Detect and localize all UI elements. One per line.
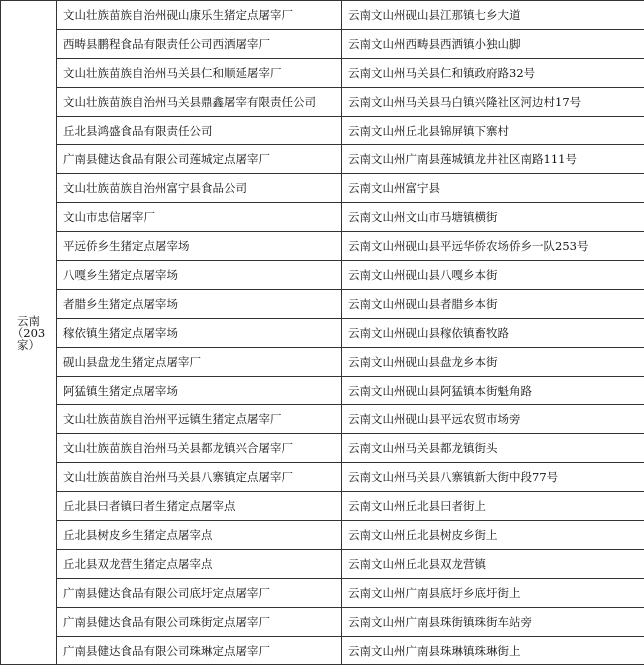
address-cell: 云南文山州砚山县八嘎乡本街 [342, 261, 644, 290]
table-row [1, 318, 644, 347]
table-row [1, 521, 644, 550]
company-name-cell: 阿猛镇生猪定点屠宰场 [57, 376, 342, 405]
company-name-cell: 文山壮族苗族自治州马关县仁和顺延屠宰厂 [57, 58, 342, 87]
company-name-cell: 者腊乡生猪定点屠宰场 [57, 289, 342, 318]
company-name-cell: 文山壮族苗族自治州马关县鼎鑫屠宰有限责任公司 [57, 87, 342, 116]
table-row [1, 116, 644, 145]
address-cell: 云南文山州广南县珠街镇珠街车站旁 [342, 607, 644, 636]
table-row [1, 376, 644, 405]
table-row [1, 174, 644, 203]
company-name-cell: 平远侨乡生猪定点屠宰场 [57, 232, 342, 261]
table-row [1, 578, 644, 607]
company-name-cell: 西畴县鹏程食品有限责任公司西洒屠宰厂 [57, 29, 342, 58]
address-cell: 云南文山州富宁县 [342, 174, 644, 203]
company-name-cell: 广南县健达食品有限公司莲城定点屠宰厂 [57, 145, 342, 174]
company-name-cell: 丘北县树皮乡生猪定点屠宰点 [57, 521, 342, 550]
company-name-cell: 广南县健达食品有限公司珠街定点屠宰厂 [57, 607, 342, 636]
company-name-cell: 丘北县双龙营生猪定点屠宰点 [57, 549, 342, 578]
table-body [1, 1, 644, 665]
address-cell: 云南文山州马关县仁和镇政府路32号 [342, 58, 644, 87]
company-name-cell: 文山壮族苗族自治州马关县都龙镇兴合屠宰厂 [57, 434, 342, 463]
table-row [1, 492, 644, 521]
company-name-cell: 广南县健达食品有限公司底圩定点屠宰厂 [57, 578, 342, 607]
company-name-cell: 稼依镇生猪定点屠宰场 [57, 318, 342, 347]
address-cell: 云南文山州广南县底圩乡底圩街上 [342, 578, 644, 607]
address-cell: 云南文山州砚山县盘龙乡本街 [342, 347, 644, 376]
address-cell: 云南文山州丘北县锦屏镇下寨村 [342, 116, 644, 145]
table-row [1, 549, 644, 578]
company-name-cell: 文山壮族苗族自治州富宁县食品公司 [57, 174, 342, 203]
table-row [1, 203, 644, 232]
table-row [1, 463, 644, 492]
address-cell: 云南文山州砚山县者腊乡本街 [342, 289, 644, 318]
address-cell: 云南文山州西畴县西洒镇小独山脚 [342, 29, 644, 58]
table-row [1, 347, 644, 376]
table-row [1, 145, 644, 174]
table-row [1, 87, 644, 116]
company-name-cell: 丘北县鸿盛食品有限责任公司 [57, 116, 342, 145]
province-count: （203 [11, 325, 46, 340]
province-name: 云南 [17, 313, 40, 328]
table-row [1, 405, 644, 434]
address-cell: 云南文山州砚山县平远华侨农场侨乡一队253号 [342, 232, 644, 261]
address-cell: 云南文山州丘北县曰者街上 [342, 492, 644, 521]
company-name-cell: 砚山县盘龙生猪定点屠宰厂 [57, 347, 342, 376]
company-name-cell: 文山壮族苗族自治州马关县八寨镇定点屠宰厂 [57, 463, 342, 492]
table-row [1, 1, 644, 30]
address-cell: 云南文山州广南县莲城镇龙井社区南路111号 [342, 145, 644, 174]
address-cell: 云南文山州广南县珠琳镇珠琳街上 [342, 636, 644, 665]
table-row [1, 289, 644, 318]
address-cell: 云南文山州砚山县稼依镇畜牧路 [342, 318, 644, 347]
address-cell: 云南文山州文山市马塘镇横街 [342, 203, 644, 232]
company-name-cell: 文山壮族苗族自治州砚山康乐生猪定点屠宰厂 [57, 1, 342, 30]
address-cell: 云南文山州砚山县阿猛镇本街魁角路 [342, 376, 644, 405]
company-name-cell: 八嘎乡生猪定点屠宰场 [57, 261, 342, 290]
table-row [1, 29, 644, 58]
address-cell: 云南文山州砚山县平远农贸市场旁 [342, 405, 644, 434]
company-name-cell: 广南县健达食品有限公司珠琳定点屠宰厂 [57, 636, 342, 665]
province-unit: 家） [17, 337, 40, 352]
table-row [1, 636, 644, 665]
address-cell: 云南文山州丘北县树皮乡街上 [342, 521, 644, 550]
table-row [1, 434, 644, 463]
company-name-cell: 文山市忠信屠宰厂 [57, 203, 342, 232]
address-cell: 云南文山州砚山县江那镇七乡大道 [342, 1, 644, 30]
company-name-cell: 丘北县曰者镇曰者生猪定点屠宰点 [57, 492, 342, 521]
address-cell: 云南文山州马关县八寨镇新大街中段77号 [342, 463, 644, 492]
table-row [1, 58, 644, 87]
address-cell: 云南文山州丘北县双龙营镇 [342, 549, 644, 578]
address-cell: 云南文山州马关县都龙镇街头 [342, 434, 644, 463]
address-cell: 云南文山州马关县马白镇兴隆社区河边村17号 [342, 87, 644, 116]
table-row [1, 261, 644, 290]
province-cell [1, 1, 57, 665]
company-name-cell: 文山壮族苗族自治州平远镇生猪定点屠宰厂 [57, 405, 342, 434]
table-row [1, 232, 644, 261]
table-row [1, 607, 644, 636]
